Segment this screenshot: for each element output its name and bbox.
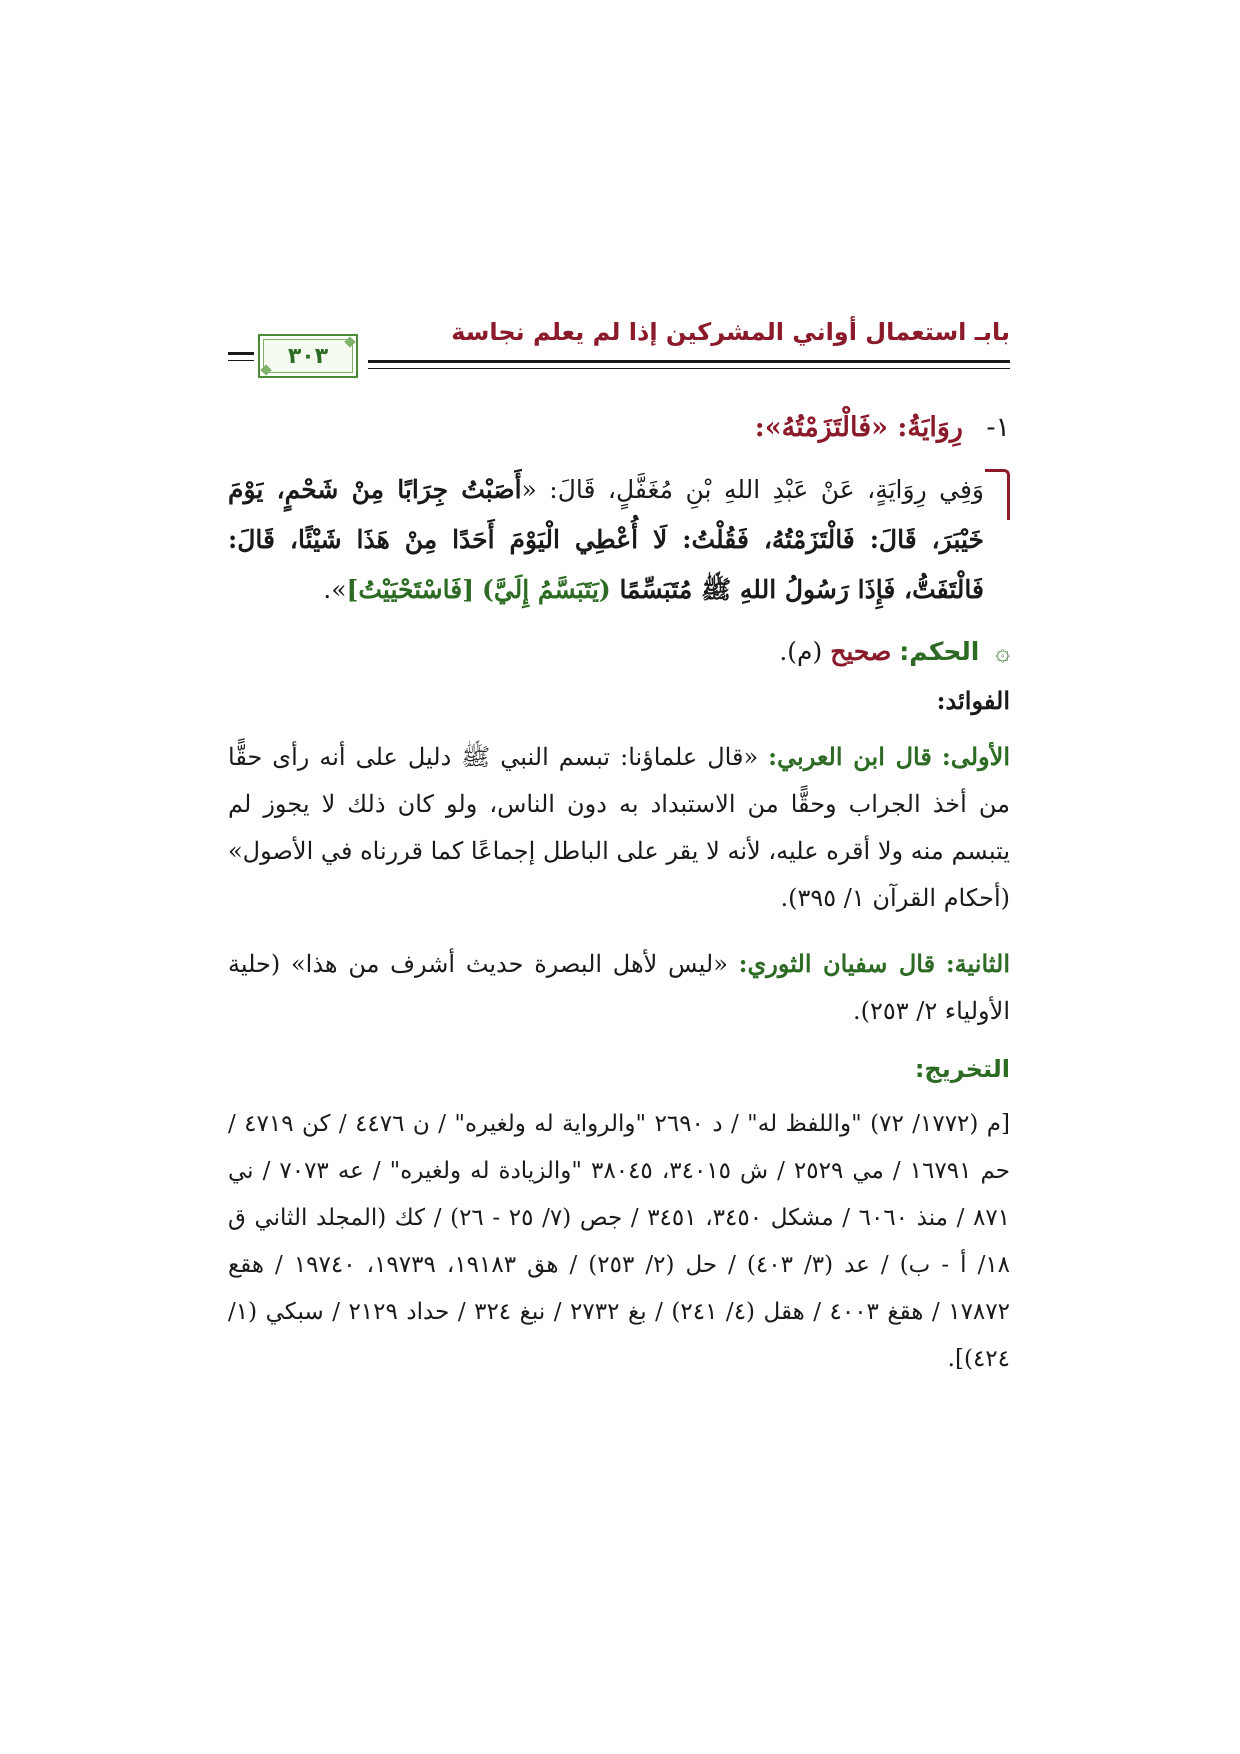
- benefit-first-text: «قال علماؤنا: تبسم النبي ﷺ دليل على أنه رأى حقًّا من أخذ الجراب وحقًّا من الاستبداد به دون الناس، ولو كان ذلك لا يجوز لم يتبسم منه ولا أقره عليه، لأنه لا يقر على الباطل إجماعًا كما قررناه في الأصول» (أحكام القرآن ١/ ٣٩٥).: [228, 743, 1010, 912]
- takhrij-heading: التخريج:: [914, 1055, 1010, 1083]
- benefit-first-lead: الأولى:: [941, 742, 1010, 771]
- page-header: [228, 318, 1010, 390]
- verdict-value: صحيح: [830, 637, 892, 666]
- corner-ornament-icon: [985, 469, 1010, 520]
- benefit-second-text: «ليس لأهل البصرة حديث أشرف من هذا» (حلية الأولياء ٢/ ٢٥٣).: [228, 950, 1010, 1025]
- page-number: ٣٠٣: [287, 343, 329, 369]
- benefit-second: [228, 940, 1010, 1035]
- header-rule-right: [368, 360, 1010, 363]
- benefit-first-speaker: قال ابن العربي:: [768, 742, 932, 771]
- takhrij-text: [م (١٧٧٢/ ٧٢) "واللفظ له" / د ٢٦٩٠ "والرواية له ولغيره" / ن ٤٤٧٦ / كن ٤٧١٩ / حم ١٦٧٩١ / مي ٢٥٢٩ / ش ٣٤٠١٥، ٣٨٠٤٥ "والزيادة له ولغيره" / عه ٧٠٧٣ / ني ٨٧١ / منذ ٦٠٦٠ / مشكل ٣٤٥٠، ٣٤٥١ / جص (٧/ ٢٥ - ٢٦) / كك (المجلد الثاني ق ١٨/ أ - ب) / عد (٣/ ٤٠٣) / حل (٢/ ٢٥٣) / هق ١٩١٨٣، ١٩٧٣٩، ١٩٧٤٠ / هقع ١٧٨٧٢ / هقغ ٤٠٠٣ / هقل (٤/ ٢٤١) / بغ ٢٧٣٢ / نبغ ٣٢٤ / حداد ٢١٢٩ / سبكي (١/ ٤٢٤)].: [228, 1111, 1011, 1372]
- benefits-heading: الفوائد:: [936, 686, 1010, 715]
- verdict-ornament-icon: ۞: [995, 637, 1010, 666]
- hadith-variant-1: (يَتَبَسَّمُ إِلَيَّ): [481, 575, 611, 604]
- verdict-suffix: (م).: [779, 637, 823, 666]
- verdict-label: الحكم:: [899, 637, 980, 666]
- badge-ornament-icon: [344, 336, 355, 347]
- badge-ornament-icon: [260, 364, 271, 375]
- header-rule-left: [228, 352, 254, 355]
- chapter-title: بابـ استعمال أواني المشركين إذا لم يعلم نجاسة: [451, 318, 1010, 346]
- hadith-body: أَصَبْتُ جِرَابًا مِنْ شَحْمٍ، يَوْمَ خَيْبَرَ، قَالَ: فَالْتَزَمْتُهُ، فَقُلْتُ: لَا أُعْطِي الْيَوْمَ أَحَدًا مِنْ هَذَا شَيْئًا، قَالَ: فَالْتَفَتُّ، فَإِذَا رَسُولُ اللهِ ﷺ مُتَبَسِّمًا: [228, 475, 984, 604]
- section-heading: [228, 412, 1010, 443]
- hadith-variant-2: [فَاسْتَحْيَيْتُ]: [346, 575, 475, 604]
- verdict-line: [228, 637, 1010, 666]
- page-number-badge: [258, 334, 358, 378]
- section-title: رِوَايَةُ: «فَالْتَزَمْتُهُ»:: [754, 412, 963, 443]
- benefit-second-speaker: قال سفيان الثوري:: [738, 949, 936, 978]
- header-rule-right-thin: [368, 368, 1010, 369]
- hadith-closing: ».: [323, 575, 347, 604]
- benefit-first: [228, 733, 1010, 922]
- page-content: [228, 318, 1010, 1383]
- hadith-text: [228, 465, 1010, 615]
- section-number: ١-: [986, 412, 1010, 443]
- hadith-intro: وَفِي رِوَايَةٍ، عَنْ عَبْدِ اللهِ بْنِ مُغَفَّلٍ، قَالَ: «: [521, 475, 984, 504]
- benefit-second-lead: الثانية:: [945, 949, 1010, 978]
- header-rule-left-thin: [228, 360, 254, 361]
